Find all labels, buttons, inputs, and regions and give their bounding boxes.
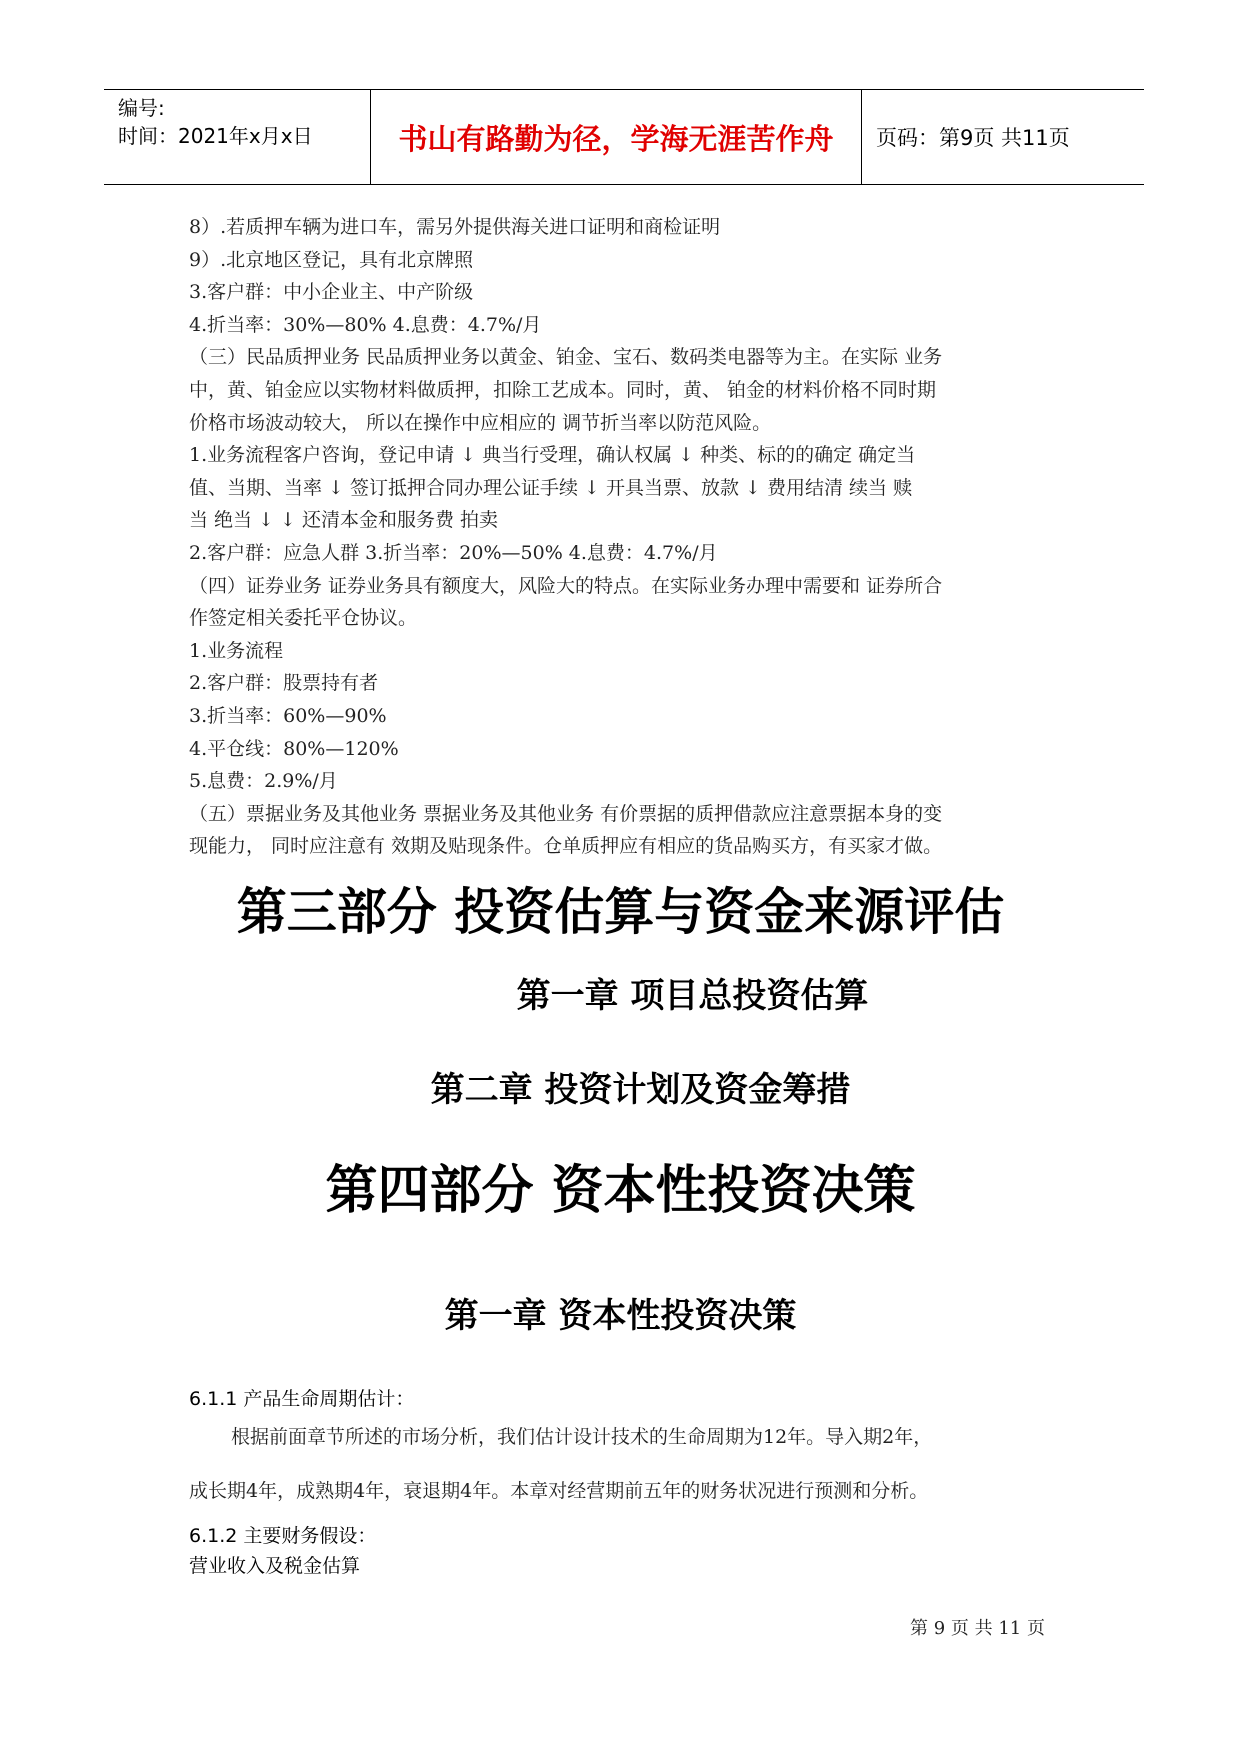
page-label: 页码：第9页 共11页 [876, 126, 1070, 150]
paragraph-6-1-1-line1: 根据前面章节所述的市场分析，我们估计设计技术的生命周期为12年。导入期2年， [231, 1426, 933, 1448]
chapter1-title: 第一章 项目总投资估算 [516, 976, 869, 1016]
body-text [189, 211, 1069, 863]
body-line: 2.客户群：应急人群 3.折当率：20%—50% 4.息费：4.7%/月 [189, 541, 718, 564]
subheading-revenue: 营业收入及税金估算 [189, 1555, 361, 1577]
page-header [104, 89, 1144, 185]
time-label: 时间：2021年x月x日 [118, 124, 313, 148]
body-line: （四）证券业务 证券业务具有额度大，风险大的特点。在实际业务办理中需要和 证券所合 [189, 574, 943, 597]
body-line: 作签定相关委托平仓协议。 [189, 607, 418, 630]
paragraph-6-1-1-line2: 成长期4年，成熟期4年，衰退期4年。本章对经营期前五年的财务状况进行预测和分析。 [189, 1480, 929, 1502]
body-line: 8）.若质押车辆为进口车，需另外提供海关进口证明和商检证明 [189, 216, 721, 238]
number-label: 编号: [118, 96, 165, 120]
header-page-cell [862, 90, 1144, 184]
body-line: 4.平仓线：80%—120% [189, 737, 399, 760]
header-motto-cell [371, 90, 862, 184]
body-line: 1.业务流程 [189, 639, 284, 662]
body-line: （三）民品质押业务 民品质押业务以黄金、铂金、宝石、数码类电器等为主。在实际 业务 [189, 346, 943, 369]
body-line: 值、当期、当率 ↓ 签订抵押合同办理公证手续 ↓ 开具当票、放款 ↓ 费用结清 续当 赎 [189, 476, 913, 499]
part4-title: 第四部分 资本性投资决策 [325, 1161, 916, 1221]
part3-title: 第三部分 投资估算与资金来源评估 [236, 883, 1005, 941]
body-line: 1.业务流程客户咨询，登记申请 ↓ 典当行受理，确认权属 ↓ 种类、标的的确定 确定当 [189, 444, 916, 467]
body-line: 现能力， 同时应注意有 效期及贴现条件。仓单质押应有相应的货品购买方，有买家才做。 [189, 835, 943, 858]
body-line: 价格市场波动较大， 所以在操作中应相应的 调节折当率以防范风险。 [189, 411, 772, 434]
page-footer: 第 9 页 共 11 页 [910, 1618, 1045, 1639]
body-line: 当 绝当 ↓ ↓ 还清本金和服务费 拍卖 [189, 509, 499, 532]
part4-chapter1-title: 第一章 资本性投资决策 [444, 1296, 797, 1336]
motto: 书山有路勤为径，学海无涯苦作舟 [398, 121, 834, 156]
body-line: 9）.北京地区登记，具有北京牌照 [189, 248, 474, 271]
body-line: 3.折当率：60%—90% [189, 704, 387, 727]
body-line: 5.息费：2.9%/月 [189, 770, 338, 793]
body-line: （五）票据业务及其他业务 票据业务及其他业务 有价票据的质押借款应注意票据本身的变 [189, 802, 943, 825]
section-6-1-1: 6.1.1 产品生命周期估计： [189, 1388, 415, 1410]
header-meta [104, 90, 371, 184]
body-line: 中，黄、铂金应以实物材料做质押，扣除工艺成本。同时，黄、 铂金的材料价格不同时期 [189, 378, 937, 401]
chapter2-title: 第二章 投资计划及资金筹措 [430, 1070, 851, 1110]
body-line: 4.折当率：30%—80% 4.息费：4.7%/月 [189, 313, 542, 336]
body-line: 2.客户群：股票持有者 [189, 672, 379, 695]
section-6-1-2: 6.1.2 主要财务假设： [189, 1525, 377, 1547]
body-line: 3.客户群：中小企业主、中产阶级 [189, 281, 474, 304]
